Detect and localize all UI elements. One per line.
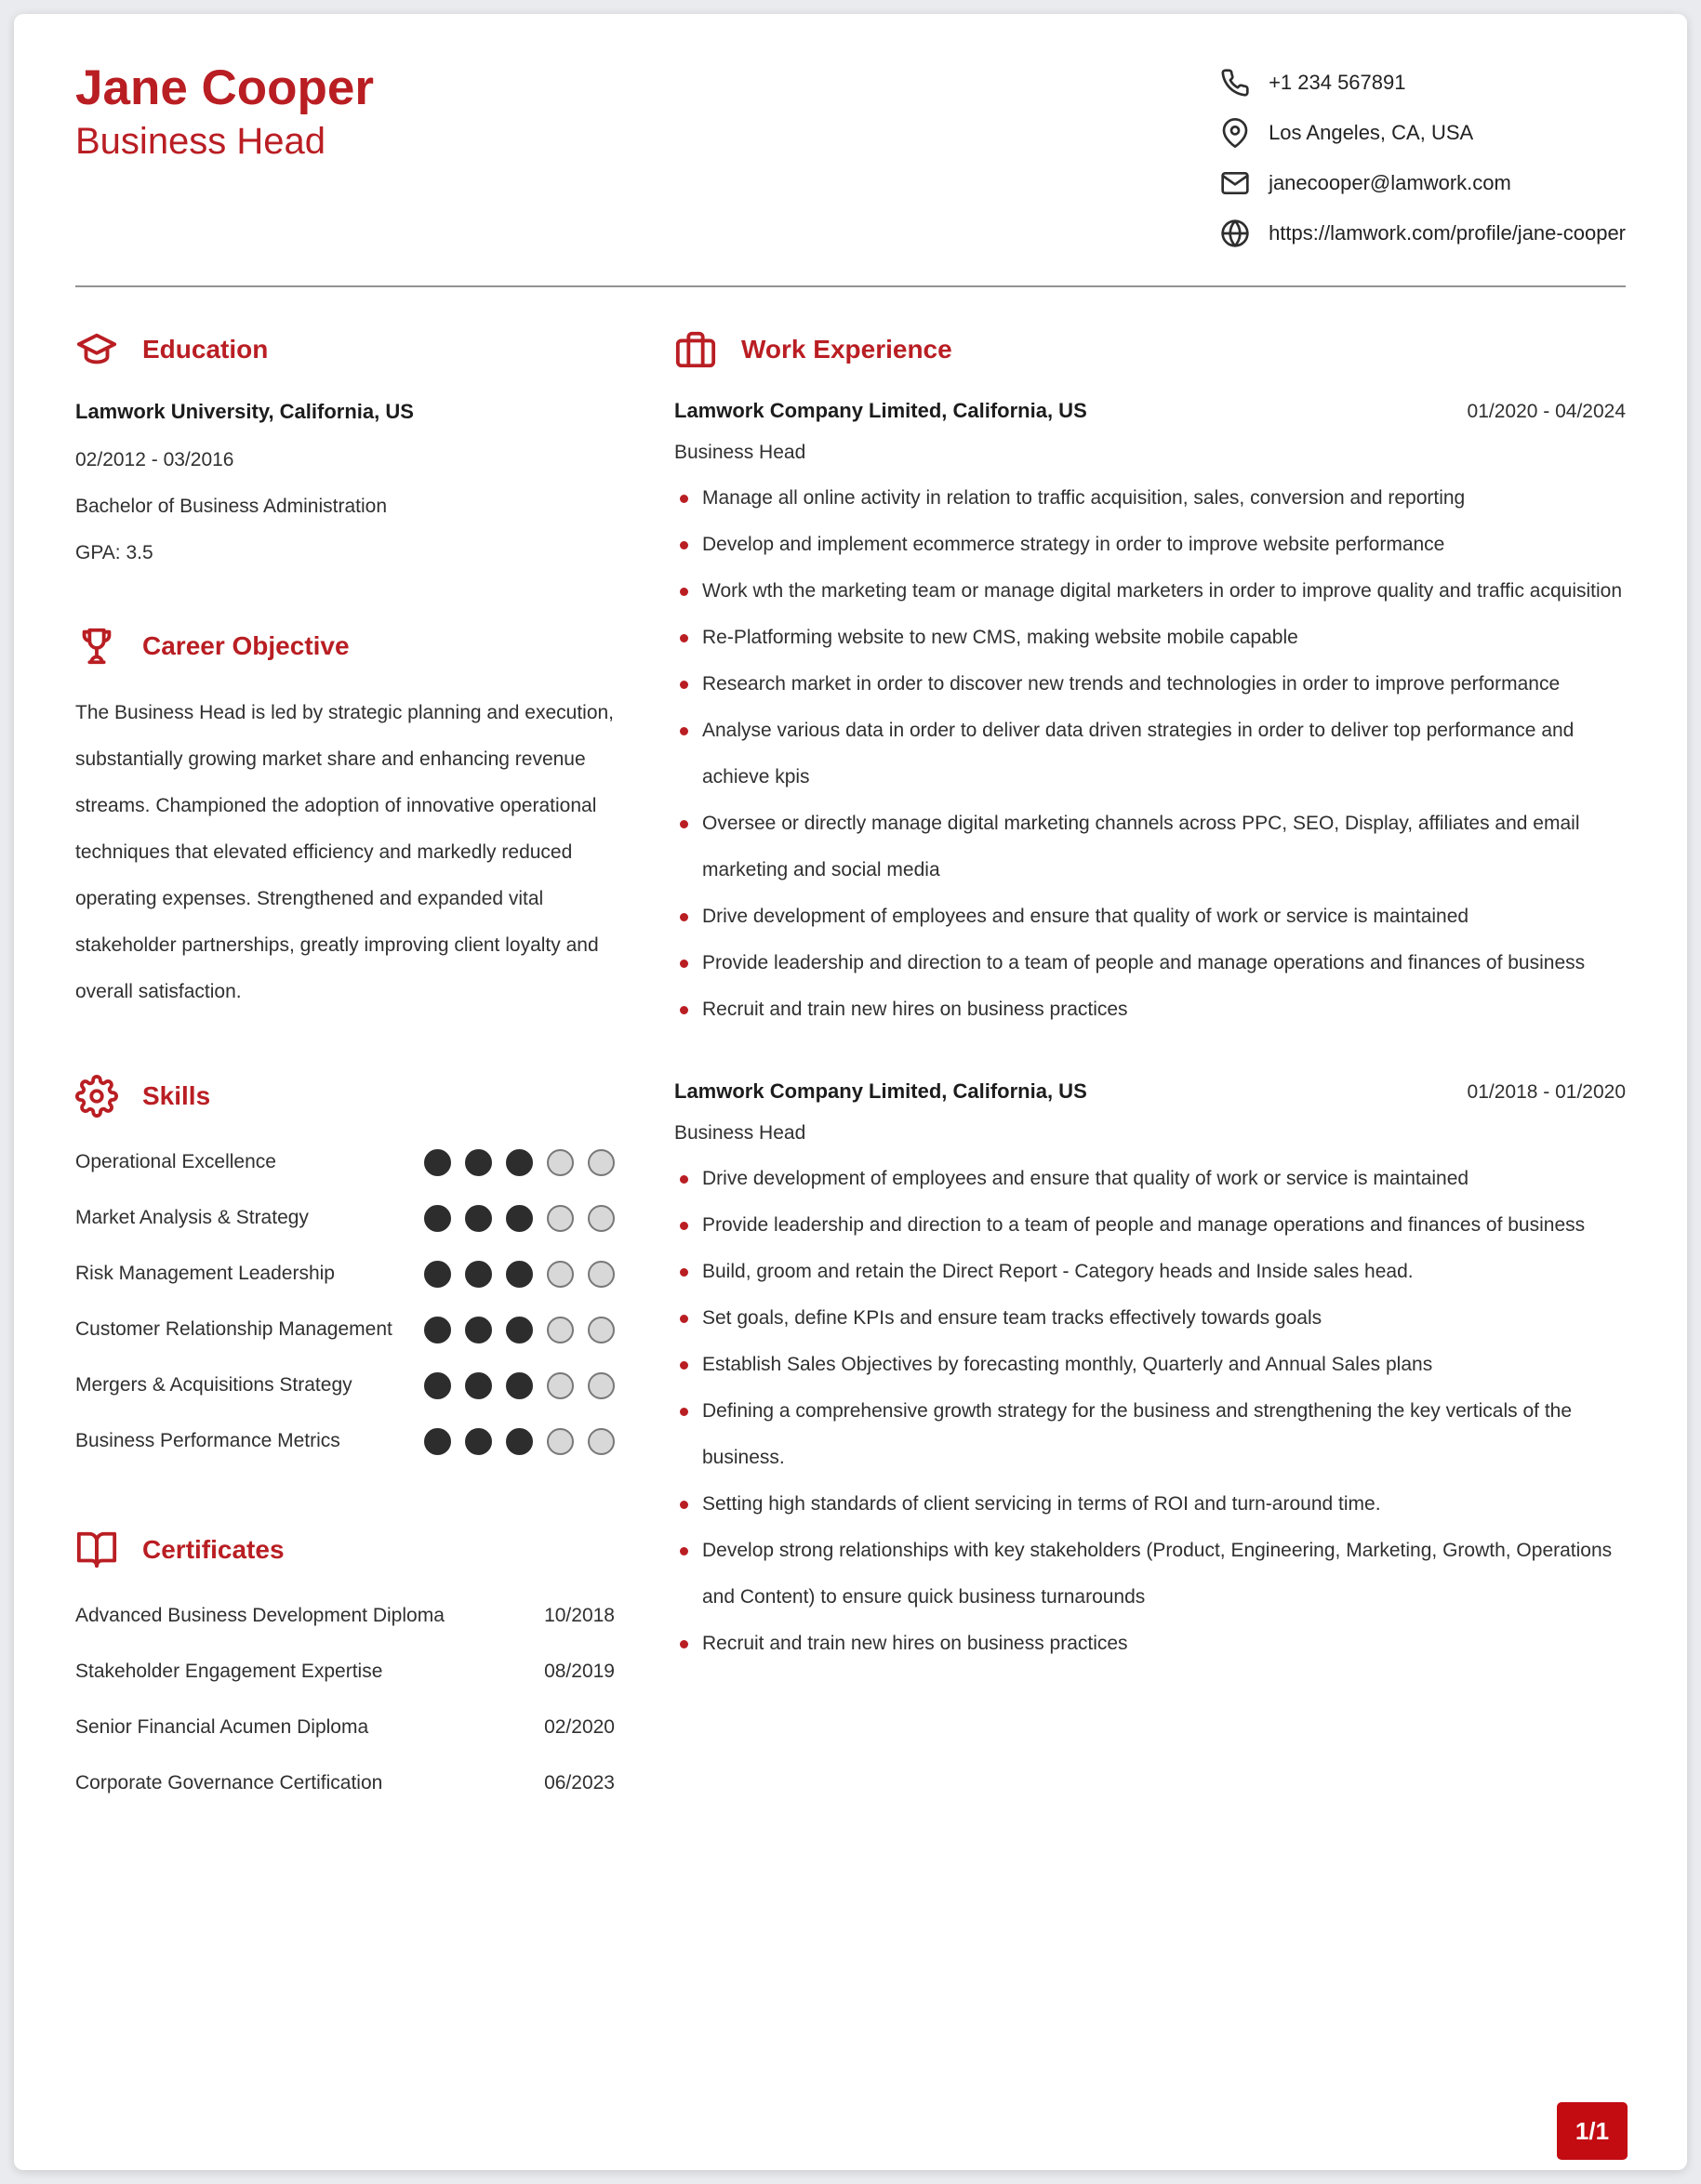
job-header	[674, 1079, 1626, 1104]
education-school: Lamwork University, California, US	[75, 400, 414, 423]
skill-dot-filled	[465, 1428, 492, 1455]
contact-phone	[1220, 68, 1626, 98]
left-column	[75, 328, 615, 1811]
job-bullet: Establish Sales Objectives by forecasting monthly, Quarterly and Annual Sales plans	[674, 1342, 1626, 1388]
skill-dot-empty	[547, 1205, 574, 1232]
briefcase-icon	[674, 328, 717, 371]
job-bullet: Set goals, define KPIs and ensure team tracks effectively towards goals	[674, 1295, 1626, 1342]
certificate-date: 10/2018	[544, 1605, 615, 1627]
gear-icon	[75, 1075, 118, 1118]
education-degree: Bachelor of Business Administration	[75, 495, 388, 517]
phone-icon	[1220, 68, 1250, 98]
certificates-heading: Certificates	[142, 1535, 285, 1565]
skill-rating	[424, 1317, 615, 1343]
job-bullet: Recruit and train new hires on business practices	[674, 986, 1626, 1033]
skill-dot-filled	[465, 1317, 492, 1343]
education-details	[75, 399, 615, 565]
skill-dot-filled	[506, 1428, 533, 1455]
section-heading-skills	[75, 1075, 615, 1118]
job-bullet: Develop and implement ecommerce strategy in order to improve website performance	[674, 522, 1626, 568]
contact-location	[1220, 118, 1626, 148]
skill-dot-empty	[588, 1149, 615, 1176]
career-objective-text: The Business Head is led by strategic planning and execution, substantially growing market share and enhancing revenue streams. Championed the adoption of innovative operational techniques that elevated efficiency and markedly reduced operating expenses. Strengthened and expanded vital stakeholder partnerships, greatly improving client loyalty and overall satisfaction.	[75, 702, 615, 1003]
header-divider	[75, 285, 1626, 287]
contact-location-text: Los Angeles, CA, USA	[1269, 121, 1474, 144]
contact-email-text[interactable]: janecooper@lamwork.com	[1269, 171, 1511, 194]
job-role: Business Head	[674, 1122, 806, 1144]
job-role: Business Head	[674, 442, 806, 463]
certificate-row	[75, 1588, 615, 1644]
job-bullet-list	[674, 1156, 1626, 1667]
skill-rating	[424, 1372, 615, 1399]
certificate-name: Corporate Governance Certification	[75, 1772, 383, 1794]
certificate-name: Advanced Business Development Diploma	[75, 1605, 445, 1627]
job-bullet: Work wth the marketing team or manage digital marketers in order to improve quality and traffic acquisition	[674, 568, 1626, 615]
job-entry-1	[674, 399, 1626, 1033]
skill-row	[75, 1413, 615, 1469]
section-heading-certificates	[75, 1529, 615, 1571]
skill-row	[75, 1302, 615, 1357]
skill-rating	[424, 1261, 615, 1288]
job-bullet: Provide leadership and direction to a team of people and manage operations and finances of business	[674, 940, 1626, 986]
skill-rating	[424, 1205, 615, 1232]
graduation-cap-icon	[75, 328, 118, 371]
job-entry-2	[674, 1079, 1626, 1667]
trophy-icon	[75, 625, 118, 668]
contact-block	[1220, 60, 1626, 248]
skill-dot-filled	[424, 1372, 451, 1399]
job-bullet: Provide leadership and direction to a team of people and manage operations and finances of business	[674, 1202, 1626, 1249]
skill-dot-empty	[588, 1372, 615, 1399]
job-bullet: Re-Platforming website to new CMS, making website mobile capable	[674, 615, 1626, 661]
identity-block	[75, 60, 374, 163]
skill-row	[75, 1134, 615, 1190]
job-bullet: Drive development of employees and ensure that quality of work or service is maintained	[674, 893, 1626, 940]
job-bullet: Analyse various data in order to deliver data driven strategies in order to deliver top performance and achieve kpis	[674, 708, 1626, 801]
skills-heading: Skills	[142, 1081, 211, 1111]
skill-dot-filled	[424, 1428, 451, 1455]
skill-dot-empty	[547, 1149, 574, 1176]
location-pin-icon	[1220, 118, 1250, 148]
education-section	[75, 328, 615, 565]
certificate-row	[75, 1755, 615, 1811]
skill-dot-empty	[588, 1205, 615, 1232]
career-objective-section	[75, 625, 615, 1015]
skill-dot-filled	[465, 1372, 492, 1399]
work-experience-heading: Work Experience	[741, 335, 952, 364]
skill-dot-filled	[506, 1261, 533, 1288]
section-heading-career-objective	[75, 625, 615, 668]
skill-dot-filled	[424, 1205, 451, 1232]
education-dates: 02/2012 - 03/2016	[75, 448, 234, 470]
contact-website-text[interactable]: https://lamwork.com/profile/jane-cooper	[1269, 221, 1626, 245]
skill-row	[75, 1357, 615, 1413]
skill-label: Operational Excellence	[75, 1151, 276, 1173]
job-dates: 01/2020 - 04/2024	[1467, 401, 1626, 422]
open-book-icon	[75, 1529, 118, 1571]
skill-dot-empty	[588, 1261, 615, 1288]
section-heading-education	[75, 328, 615, 371]
certificate-row	[75, 1644, 615, 1700]
contact-website	[1220, 218, 1626, 248]
skill-rating	[424, 1428, 615, 1455]
education-heading: Education	[142, 335, 269, 364]
skill-label: Market Analysis & Strategy	[75, 1207, 309, 1229]
skill-dot-filled	[424, 1149, 451, 1176]
job-bullet: Manage all online activity in relation to traffic acquisition, sales, conversion and reporting	[674, 475, 1626, 522]
skill-label: Risk Management Leadership	[75, 1263, 335, 1285]
job-header	[674, 399, 1626, 423]
job-bullet: Drive development of employees and ensure that quality of work or service is maintained	[674, 1156, 1626, 1202]
work-experience-section	[674, 328, 1626, 1667]
certificate-date: 08/2019	[544, 1661, 615, 1683]
skill-dot-filled	[506, 1317, 533, 1343]
job-bullet: Oversee or directly manage digital marketing channels across PPC, SEO, Display, affiliates and email marketing and social media	[674, 801, 1626, 893]
skill-row	[75, 1246, 615, 1302]
globe-icon	[1220, 218, 1250, 248]
certificate-date: 06/2023	[544, 1772, 615, 1794]
job-bullet: Develop strong relationships with key stakeholders (Product, Engineering, Marketing, Growth, Operations and Content) to ensure quick business turnarounds	[674, 1528, 1626, 1621]
skills-section	[75, 1075, 615, 1469]
certificates-section	[75, 1529, 615, 1811]
certificate-row	[75, 1700, 615, 1755]
page-indicator-badge: 1/1	[1557, 2102, 1628, 2160]
education-gpa: GPA: 3.5	[75, 542, 153, 564]
resume-header	[75, 60, 1626, 248]
job-company: Lamwork Company Limited, California, US	[674, 1079, 1087, 1103]
skill-dot-empty	[588, 1317, 615, 1343]
skill-dot-empty	[547, 1317, 574, 1343]
job-company: Lamwork Company Limited, California, US	[674, 399, 1087, 422]
skill-label: Customer Relationship Management	[75, 1318, 392, 1341]
job-bullet: Build, groom and retain the Direct Report - Category heads and Inside sales head.	[674, 1249, 1626, 1295]
certificates-list	[75, 1588, 615, 1811]
certificate-name: Stakeholder Engagement Expertise	[75, 1661, 383, 1683]
content-columns	[75, 328, 1626, 1811]
skill-dot-filled	[506, 1149, 533, 1176]
right-column	[674, 328, 1626, 1811]
person-title: Business Head	[75, 121, 326, 163]
resume-sheet	[14, 14, 1687, 2170]
career-objective-heading: Career Objective	[142, 631, 350, 661]
contact-phone-text: +1 234 567891	[1269, 71, 1406, 94]
job-bullet: Defining a comprehensive growth strategy for the business and strengthening the key verticals of the business.	[674, 1388, 1626, 1481]
skill-dot-filled	[506, 1205, 533, 1232]
skill-dot-filled	[465, 1205, 492, 1232]
skill-row	[75, 1190, 615, 1246]
job-bullet: Setting high standards of client servicing in terms of ROI and turn-around time.	[674, 1481, 1626, 1528]
skills-list	[75, 1134, 615, 1469]
job-bullet: Recruit and train new hires on business practices	[674, 1621, 1626, 1667]
job-bullet-list	[674, 475, 1626, 1033]
skill-dot-filled	[465, 1149, 492, 1176]
person-name: Jane Cooper	[75, 60, 375, 115]
job-bullet: Research market in order to discover new trends and technologies in order to improve performance	[674, 661, 1626, 708]
skill-dot-empty	[547, 1261, 574, 1288]
skill-dot-empty	[547, 1428, 574, 1455]
job-dates: 01/2018 - 01/2020	[1467, 1081, 1626, 1103]
skill-dot-filled	[424, 1317, 451, 1343]
skill-label: Business Performance Metrics	[75, 1430, 340, 1452]
section-heading-work-experience	[674, 328, 1626, 371]
skill-rating	[424, 1149, 615, 1176]
skill-label: Mergers & Acquisitions Strategy	[75, 1374, 352, 1396]
certificate-date: 02/2020	[544, 1716, 615, 1739]
skill-dot-filled	[465, 1261, 492, 1288]
envelope-icon	[1220, 168, 1250, 198]
skill-dot-filled	[506, 1372, 533, 1399]
skill-dot-empty	[588, 1428, 615, 1455]
skill-dot-empty	[547, 1372, 574, 1399]
skill-dot-filled	[424, 1261, 451, 1288]
certificate-name: Senior Financial Acumen Diploma	[75, 1716, 369, 1739]
contact-email	[1220, 168, 1626, 198]
